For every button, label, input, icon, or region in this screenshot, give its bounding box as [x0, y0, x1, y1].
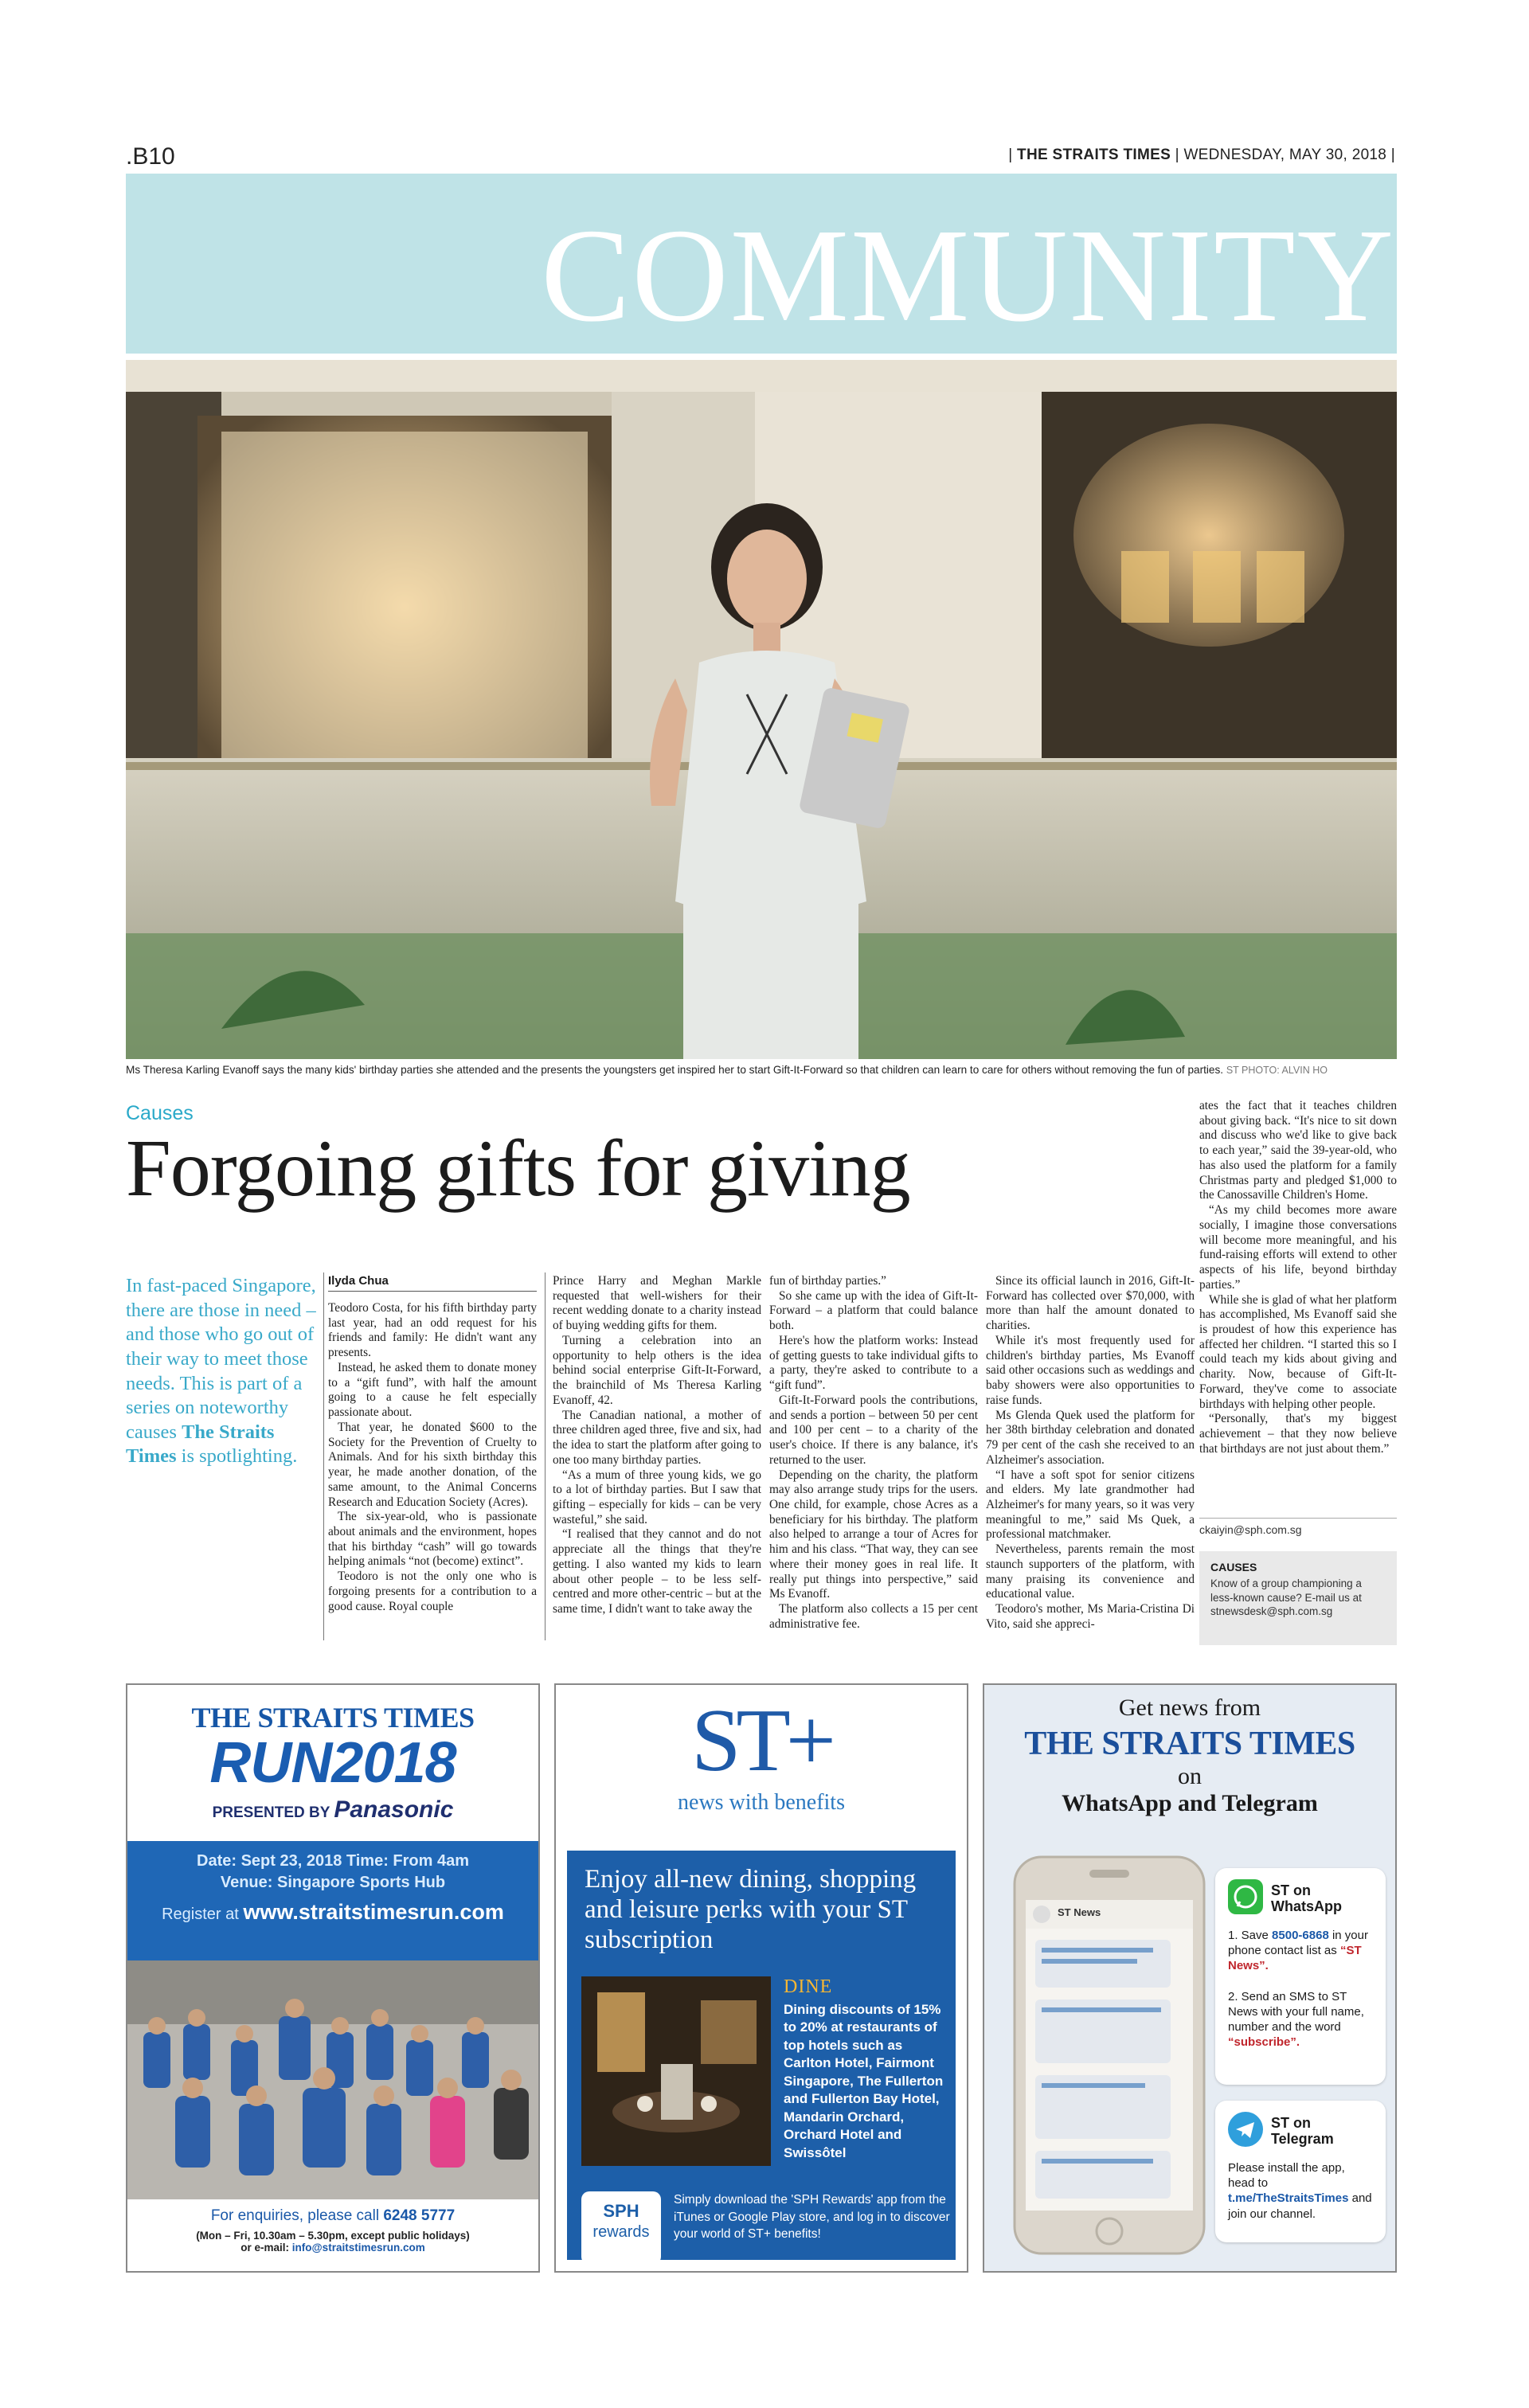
paragraph: Prince Harry and Meghan Markle requested that well-wishers for their recent wedding donate to a charity instead of buying wedding gifts for them. [553, 1274, 761, 1333]
standfirst-brand: The Straits Times [126, 1421, 275, 1468]
paragraph: Ms Glenda Quek used the platform for her 38th birthday celebration and donated 79 per cent of the cash she received to an Alzheimer's association. [986, 1408, 1195, 1467]
causes-info-box [1199, 1551, 1397, 1645]
paragraph: Here's how the platform works: Instead of getting guests to take individual gifts to a party, they're asked to contribute to a “gift fund”. [769, 1333, 978, 1393]
byline: Ilyda Chua [328, 1274, 537, 1292]
phone-mockup [1010, 1852, 1209, 2258]
page-number: .B10 [126, 143, 175, 170]
st-plus-mark: ST+ [691, 1691, 831, 1790]
phone-sender: ST News [1058, 1906, 1101, 1918]
wa-word: “subscribe”. [1228, 2035, 1300, 2050]
wa-step1-a: 1. Save [1228, 1929, 1269, 1942]
st-plus-tagline: news with benefits [678, 1790, 845, 1815]
restaurant-photo [581, 1976, 771, 2166]
run-info-band [127, 1841, 538, 1960]
paragraph: “As a mum of three young kids, we go to a lot of birthday parties. But I saw that gifting – especially for kids – can be very wasteful,” she said. [553, 1468, 761, 1526]
dine-section [784, 1976, 951, 2162]
paragraph: Depending on the charity, the platform may also arrange study trips for the users. One child, for example, chose Acres as a beneficiary for his birthday. The platform also helped to arrange a tour of Acres for him and his class. “That way, they can see where their money goes in real life. It really put things into perspective,” said Ms Evanoff. [769, 1468, 978, 1601]
paragraph: “Personally, that's my biggest achievement – that they now believe that birthdays are not just about them.” [1199, 1412, 1397, 1456]
run-venue: Venue: Singapore Sports Hub [220, 1874, 446, 1891]
enquiry-phone[interactable]: 6248 5777 [383, 2207, 456, 2224]
lead-photo-illustration [126, 360, 1397, 1059]
paragraph: Teodoro Costa, for his fifth birthday party last year, had an odd request for his friends and family: He didn't want any presents. [328, 1301, 537, 1360]
run-presented [127, 1796, 538, 1824]
whatsapp-card-title: ST on WhatsApp [1271, 1882, 1342, 1914]
paragraph: The Canadian national, a mother of three children aged three, five and six, had the idea to start the platform after going to one too many birthday parties. [553, 1408, 761, 1467]
telegram-card [1215, 2101, 1386, 2242]
enquiry-label: For enquiries, please call [210, 2207, 380, 2224]
telegram-card-title: ST on Telegram [1271, 2114, 1334, 2147]
runners-illustration [127, 1960, 538, 2199]
runners-photo [127, 1960, 538, 2199]
whatsapp-steps [1228, 1928, 1373, 2050]
standfirst-text: In fast-paced Singapore, there are those in need – and those who go out of their way to meet those needs. This is part of a series on noteworthy causes [126, 1275, 316, 1443]
app-icon-name: rewards [592, 2223, 650, 2241]
article-column-5 [1199, 1099, 1397, 1457]
photo-credit: ST PHOTO: ALVIN HO [1226, 1065, 1328, 1076]
dine-body: Dining discounts of 15% to 20% at restaurants of top hotels such as Carlton Hotel, Fairmont Singapore, The Fullerton and Fullerton Bay Hotel, Mandarin Orchard, Orchard Hotel and Swissôtel [784, 2002, 944, 2160]
app-icon-top: SPH [603, 2201, 639, 2221]
run-enquiry [127, 2207, 538, 2225]
run-email-line [127, 2242, 538, 2254]
restaurant-illustration [581, 1976, 771, 2166]
wa-number[interactable]: 8500-6868 [1272, 1929, 1329, 1942]
run-footer [127, 2199, 538, 2254]
paragraph: While it's most frequently used for children's birthday parties, Ms Evanoff said other occasions such as weddings and baby showers were also opportunities to raise funds. [986, 1333, 1195, 1407]
tg-body-a: Please install the app, head to [1228, 2161, 1345, 2191]
whatsapp-icon [1228, 1879, 1263, 1918]
folio: | THE STRAITS TIMES | WEDNESDAY, MAY 30, 2018 | [1008, 147, 1395, 163]
article-column-4 [986, 1274, 1195, 1632]
paragraph: The platform also collects a 15 per cent administrative fee. [769, 1602, 978, 1631]
whatsapp-card-header [1228, 1879, 1373, 1918]
paragraph: Nevertheless, parents remain the most staunch supporters of the platform, with many praising its convenience and educational value. [986, 1542, 1195, 1601]
column-rule [545, 1272, 546, 1640]
paragraph: Teodoro's mother, Ms Maria-Cristina Di Vito, said she appreci- [986, 1602, 1195, 1631]
sph-rewards-app-icon[interactable] [581, 2191, 661, 2265]
run-register [127, 1900, 538, 1925]
paragraph: “I have a soft spot for senior citizens and elders. My late grandmother had Alzheimer's for many years, so it was very meaningful to me,” said Ms Quek, a professional matchmaker. [986, 1468, 1195, 1542]
causes-box-body: Know of a group championing a less-known cause? E-mail us at stnewsdesk@sph.com.sg [1210, 1577, 1362, 1618]
run-date: Date: Sept 23, 2018 Time: From 4am [197, 1852, 469, 1870]
paragraph: Turning a celebration into an opportunity to help others is the idea behind social enterprise Gift-It-Forward, the brainchild of Ms Theresa Karling Evanoff, 42. [553, 1333, 761, 1407]
wa-line-2: THE STRAITS TIMES [1024, 1726, 1355, 1762]
run-email[interactable]: info@straitstimesrun.com [291, 2242, 425, 2254]
st-plus-headline: Enjoy all-new dining, shopping and leisure perks with your ST subscription [585, 1865, 917, 1954]
column-rule [323, 1272, 324, 1640]
wa-line-3: on [1178, 1763, 1202, 1789]
paragraph: Gift-It-Forward pools the contributions, and sends a portion – between 50 per cent and 100 per cent – to a charity of the user's choice. If there is any balance, it's returned to the user. [769, 1393, 978, 1467]
paragraph: The six-year-old, who is passionate about animals and the environment, hopes that his birthday “cash” will go towards helping animals “not (become) extinct”. [328, 1510, 537, 1569]
article-column-3 [769, 1274, 978, 1632]
wa-line-4: WhatsApp and Telegram [1062, 1790, 1318, 1816]
wa-line-1: Get news from [1118, 1695, 1261, 1721]
article-headline: Forgoing gifts for giving [126, 1124, 910, 1214]
email-label: or e-mail: [240, 2242, 290, 2254]
article-column-1 [328, 1301, 537, 1614]
register-link[interactable]: www.straitstimesrun.com [243, 1900, 504, 1924]
paragraph: So she came up with the idea of Gift-It-Forward – a platform that could balance both. [769, 1288, 978, 1333]
issue-date: WEDNESDAY, MAY 30, 2018 [1183, 147, 1387, 163]
telegram-steps [1228, 2160, 1373, 2222]
paragraph: ates the fact that it teaches children about giving back. “It's nice to sit down and discuss who we'd like to give back to each year,” said the 39-year-old, who has also used the platform for a family Christmas party and pledged $1,000 to the Canossaville Children's Home. [1199, 1099, 1397, 1202]
presented-by-label: PRESENTED BY [212, 1804, 330, 1821]
run-hours: (Mon – Fri, 10.30am – 5.30pm, except public holidays) [196, 2230, 470, 2242]
ad-straits-times-run[interactable] [126, 1683, 540, 2273]
run-title: RUN2018 [209, 1731, 456, 1795]
telegram-card-header [1228, 2112, 1373, 2151]
author-email[interactable]: ckaiyin@sph.com.sg [1199, 1518, 1397, 1536]
paper-name: THE STRAITS TIMES [1017, 147, 1171, 163]
paragraph: While she is glad of what her platform has accomplished, Ms Evanoff said she is proudest of how this experience has affected her children. “I started this so I could teach my kids about giving and charity. Now, because of Gift-It-Forward, they've come to associate birthdays with helping other people. [1199, 1292, 1397, 1411]
dine-title: DINE [784, 1976, 833, 1997]
sponsor-logo: Panasonic [334, 1796, 454, 1823]
paragraph: Teodoro is not the only one who is forgoing presents for a contribution to a good cause. Royal couple [328, 1570, 537, 1613]
article-column-2 [553, 1274, 761, 1617]
causes-box-title: CAUSES [1210, 1561, 1257, 1573]
ad-whatsapp-telegram[interactable] [983, 1683, 1397, 2273]
wa-contact: “ST News”. [1228, 1944, 1362, 1973]
caption-text: Ms Theresa Karling Evanoff says the many kids' birthday parties she attended and the presents the youngsters get inspired her to start Gift-It-Forward so that children can learn to care for others without removing the fun of parties. [126, 1064, 1224, 1076]
lead-photo [126, 360, 1397, 1059]
st-plus-description: Simply download the 'SPH Rewards' app from the iTunes or Google Play store, and log in to discover your world of ST+ benefits! [674, 2193, 950, 2242]
st-plus-panel [567, 1851, 956, 2260]
wa-step1-b: in your phone contact list as [1228, 1929, 1368, 1958]
article-kicker: Causes [126, 1102, 194, 1124]
wa-step2-a: 2. Send an SMS to ST News with your full name, number and the word [1228, 1989, 1364, 2035]
paragraph: That year, he donated $600 to the Society for the Prevention of Cruelty to Animals. And for his sixth birthday this year, he made another donation, of the same amount, to the Animal Concerns Research and Education Society (Acres). [328, 1420, 537, 1509]
tg-body-b: and join our channel. [1228, 2191, 1372, 2221]
standfirst-end: is spotlighting. [181, 1445, 298, 1468]
paragraph: fun of birthday parties.” [769, 1274, 886, 1288]
paragraph: Since its official launch in 2016, Gift-It-Forward has collected over $70,000, with more than half the amount donated to charities. [986, 1274, 1195, 1333]
whatsapp-card [1215, 1868, 1386, 2085]
tg-link[interactable]: t.me/TheStraitsTimes [1228, 2191, 1349, 2206]
paragraph: “As my child becomes more aware socially, I imagine those conversations will become more meaningful, and his fund-raising efforts will extend to other aspects of his life, beyond birthday parties.” [1199, 1203, 1397, 1292]
run-logo [127, 1701, 538, 1824]
telegram-icon [1228, 2112, 1263, 2151]
ad-st-plus[interactable] [554, 1683, 968, 2273]
phone-illustration [1010, 1852, 1209, 2258]
st-plus-logo [556, 1691, 967, 1816]
standfirst [126, 1274, 317, 1469]
photo-caption [126, 1064, 1397, 1076]
section-title: COMMUNITY [541, 201, 1395, 350]
run-brand: THE STRAITS TIMES [191, 1702, 475, 1734]
register-label: Register at [162, 1906, 239, 1923]
wa-header [984, 1695, 1395, 1817]
paragraph: Instead, he asked them to donate money to a “gift fund”, with half the amount going to a cause he felt especially passionate about. [328, 1360, 537, 1420]
paragraph: “I realised that they cannot and do not appreciate all the things that they're getting. I also wanted my kids to learn about other people – to be less self-centred and more other-centric – but at the same time, I didn't want to take away the [553, 1527, 761, 1616]
